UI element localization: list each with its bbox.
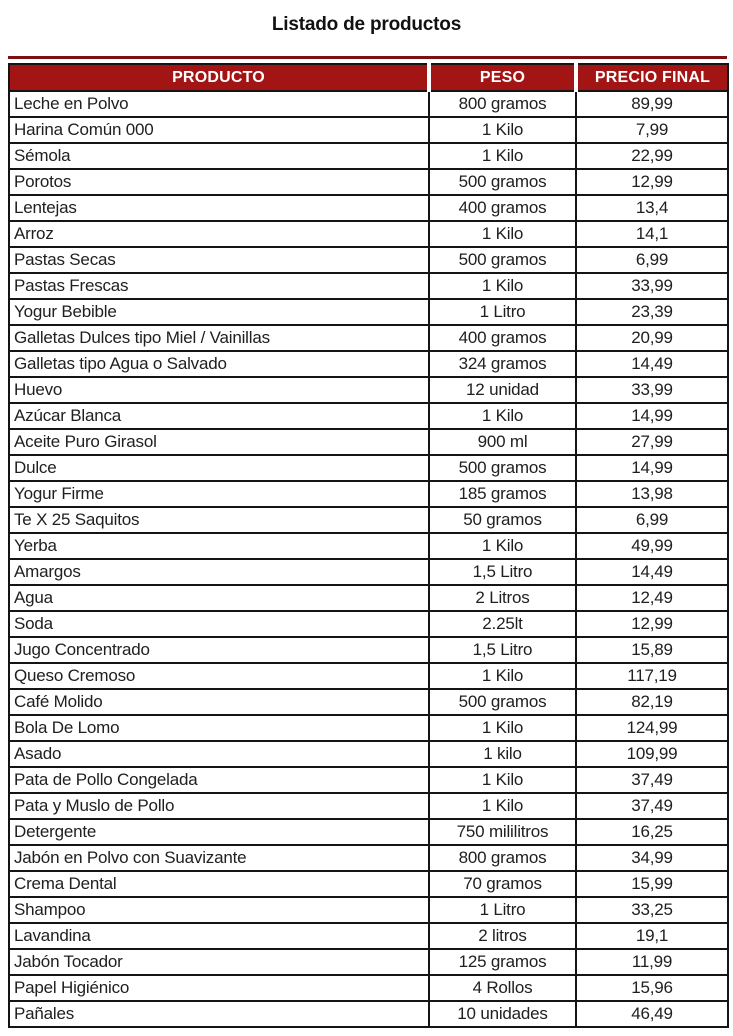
price-cell: 33,99: [576, 377, 728, 403]
product-name-cell: Azúcar Blanca: [9, 403, 429, 429]
table-row: [9, 351, 728, 377]
product-name-cell: Yogur Bebible: [9, 299, 429, 325]
price-cell: 12,99: [576, 611, 728, 637]
price-cell: 37,49: [576, 793, 728, 819]
price-cell: 34,99: [576, 845, 728, 871]
table-row: [9, 377, 728, 403]
price-cell: 117,19: [576, 663, 728, 689]
price-cell: 19,1: [576, 923, 728, 949]
price-cell: 27,99: [576, 429, 728, 455]
table-row: [9, 273, 728, 299]
product-name-cell: Dulce: [9, 455, 429, 481]
price-cell: 14,99: [576, 403, 728, 429]
price-cell: 14,99: [576, 455, 728, 481]
table-row: [9, 1001, 728, 1027]
price-cell: 7,99: [576, 117, 728, 143]
price-cell: 20,99: [576, 325, 728, 351]
table-header-row: [9, 64, 728, 91]
weight-cell: 12 unidad: [429, 377, 576, 403]
weight-cell: 1 Kilo: [429, 117, 576, 143]
price-cell: 46,49: [576, 1001, 728, 1027]
product-name-cell: Te X 25 Saquitos: [9, 507, 429, 533]
table-row: [9, 949, 728, 975]
product-name-cell: Sémola: [9, 143, 429, 169]
weight-cell: 10 unidades: [429, 1001, 576, 1027]
product-name-cell: Soda: [9, 611, 429, 637]
product-name-cell: Harina Común 000: [9, 117, 429, 143]
weight-cell: 1 Litro: [429, 299, 576, 325]
product-name-cell: Yerba: [9, 533, 429, 559]
product-name-cell: Pastas Secas: [9, 247, 429, 273]
table-row: [9, 325, 728, 351]
product-name-cell: Porotos: [9, 169, 429, 195]
table-row: [9, 793, 728, 819]
product-name-cell: Huevo: [9, 377, 429, 403]
product-name-cell: Jabón en Polvo con Suavizante: [9, 845, 429, 871]
product-name-cell: Pata de Pollo Congelada: [9, 767, 429, 793]
product-name-cell: Queso Cremoso: [9, 663, 429, 689]
table-row: [9, 715, 728, 741]
table-row: [9, 247, 728, 273]
weight-cell: 1 Kilo: [429, 533, 576, 559]
table-row: [9, 429, 728, 455]
column-header-producto: PRODUCTO: [9, 64, 429, 91]
table-row: [9, 611, 728, 637]
product-name-cell: Jabón Tocador: [9, 949, 429, 975]
table-row: [9, 507, 728, 533]
table-row: [9, 559, 728, 585]
price-cell: 14,1: [576, 221, 728, 247]
product-name-cell: Yogur Firme: [9, 481, 429, 507]
weight-cell: 800 gramos: [429, 845, 576, 871]
price-cell: 12,49: [576, 585, 728, 611]
weight-cell: 750 mililitros: [429, 819, 576, 845]
weight-cell: 4 Rollos: [429, 975, 576, 1001]
product-name-cell: Arroz: [9, 221, 429, 247]
table-row: [9, 689, 728, 715]
table-row: [9, 871, 728, 897]
table-row: [9, 533, 728, 559]
product-name-cell: Shampoo: [9, 897, 429, 923]
price-cell: 89,99: [576, 91, 728, 117]
product-name-cell: Detergente: [9, 819, 429, 845]
product-name-cell: Galletas tipo Agua o Salvado: [9, 351, 429, 377]
table-row: [9, 195, 728, 221]
table-row: [9, 897, 728, 923]
weight-cell: 500 gramos: [429, 169, 576, 195]
weight-cell: 50 gramos: [429, 507, 576, 533]
weight-cell: 2 litros: [429, 923, 576, 949]
table-row: [9, 975, 728, 1001]
price-cell: 16,25: [576, 819, 728, 845]
weight-cell: 1 Kilo: [429, 221, 576, 247]
price-cell: 11,99: [576, 949, 728, 975]
price-cell: 23,39: [576, 299, 728, 325]
product-name-cell: Asado: [9, 741, 429, 767]
price-cell: 82,19: [576, 689, 728, 715]
table-row: [9, 923, 728, 949]
product-table: [8, 63, 729, 1028]
product-name-cell: Lavandina: [9, 923, 429, 949]
weight-cell: 900 ml: [429, 429, 576, 455]
weight-cell: 400 gramos: [429, 325, 576, 351]
table-row: [9, 663, 728, 689]
price-cell: 49,99: [576, 533, 728, 559]
weight-cell: 800 gramos: [429, 91, 576, 117]
weight-cell: 324 gramos: [429, 351, 576, 377]
price-cell: 14,49: [576, 559, 728, 585]
product-name-cell: Amargos: [9, 559, 429, 585]
product-name-cell: Agua: [9, 585, 429, 611]
product-name-cell: Pata y Muslo de Pollo: [9, 793, 429, 819]
product-name-cell: Jugo Concentrado: [9, 637, 429, 663]
table-row: [9, 221, 728, 247]
table-row: [9, 637, 728, 663]
product-name-cell: Café Molido: [9, 689, 429, 715]
weight-cell: 500 gramos: [429, 689, 576, 715]
price-cell: 6,99: [576, 247, 728, 273]
table-row: [9, 741, 728, 767]
table-row: [9, 299, 728, 325]
column-header-peso: PESO: [429, 64, 576, 91]
price-cell: 15,99: [576, 871, 728, 897]
product-name-cell: Leche en Polvo: [9, 91, 429, 117]
weight-cell: 185 gramos: [429, 481, 576, 507]
table-row: [9, 91, 728, 117]
product-name-cell: Lentejas: [9, 195, 429, 221]
weight-cell: 1 Kilo: [429, 143, 576, 169]
weight-cell: 2.25lt: [429, 611, 576, 637]
weight-cell: 400 gramos: [429, 195, 576, 221]
table-row: [9, 403, 728, 429]
price-cell: 12,99: [576, 169, 728, 195]
weight-cell: 1 Kilo: [429, 273, 576, 299]
weight-cell: 1 Kilo: [429, 767, 576, 793]
product-name-cell: Papel Higiénico: [9, 975, 429, 1001]
weight-cell: 1,5 Litro: [429, 559, 576, 585]
weight-cell: 500 gramos: [429, 247, 576, 273]
price-cell: 124,99: [576, 715, 728, 741]
table-row: [9, 143, 728, 169]
price-cell: 109,99: [576, 741, 728, 767]
weight-cell: 1 Kilo: [429, 715, 576, 741]
product-name-cell: Galletas Dulces tipo Miel / Vainillas: [9, 325, 429, 351]
weight-cell: 1 kilo: [429, 741, 576, 767]
weight-cell: 1,5 Litro: [429, 637, 576, 663]
price-cell: 13,4: [576, 195, 728, 221]
weight-cell: 1 Kilo: [429, 793, 576, 819]
product-name-cell: Crema Dental: [9, 871, 429, 897]
product-name-cell: Pañales: [9, 1001, 429, 1027]
weight-cell: 125 gramos: [429, 949, 576, 975]
table-row: [9, 845, 728, 871]
weight-cell: 1 Kilo: [429, 663, 576, 689]
price-cell: 13,98: [576, 481, 728, 507]
table-row: [9, 455, 728, 481]
weight-cell: 70 gramos: [429, 871, 576, 897]
table-row: [9, 117, 728, 143]
accent-stripe: [8, 56, 727, 59]
weight-cell: 1 Kilo: [429, 403, 576, 429]
page-title: Listado de productos: [271, 14, 462, 35]
table-row: [9, 585, 728, 611]
price-cell: 15,89: [576, 637, 728, 663]
table-row: [9, 169, 728, 195]
table-row: [9, 767, 728, 793]
price-cell: 15,96: [576, 975, 728, 1001]
weight-cell: 1 Litro: [429, 897, 576, 923]
price-cell: 33,99: [576, 273, 728, 299]
product-name-cell: Bola De Lomo: [9, 715, 429, 741]
price-cell: 22,99: [576, 143, 728, 169]
price-cell: 6,99: [576, 507, 728, 533]
product-name-cell: Pastas Frescas: [9, 273, 429, 299]
table-row: [9, 819, 728, 845]
table-row: [9, 481, 728, 507]
price-cell: 33,25: [576, 897, 728, 923]
column-header-precio-final: PRECIO FINAL: [576, 64, 728, 91]
weight-cell: 500 gramos: [429, 455, 576, 481]
weight-cell: 2 Litros: [429, 585, 576, 611]
price-cell: 37,49: [576, 767, 728, 793]
product-name-cell: Aceite Puro Girasol: [9, 429, 429, 455]
price-cell: 14,49: [576, 351, 728, 377]
